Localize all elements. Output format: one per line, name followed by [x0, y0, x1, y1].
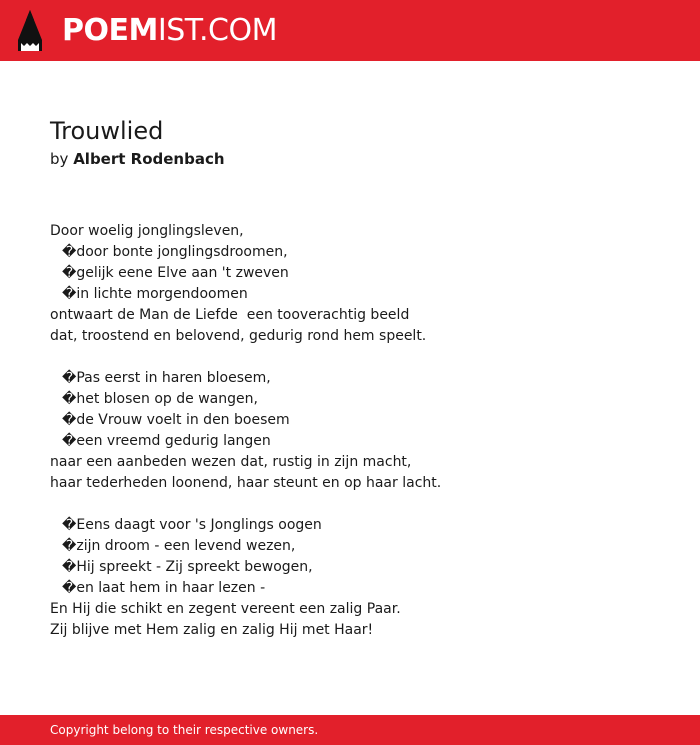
poem-title: Trouwlied	[50, 117, 164, 145]
poem-line: �Hij spreekt - Zij spreekt bewogen,	[62, 559, 313, 575]
brand-light: IST.COM	[157, 13, 277, 48]
poem-line: Zij blijve met Hem zalig en zalig Hij met Haar!	[50, 622, 374, 638]
by-label: by	[50, 150, 69, 168]
poem-line: �door bonte jonglingsdroomen,	[62, 244, 288, 260]
poem-line: �Pas eerst in haren bloesem,	[62, 370, 271, 386]
pencil-icon[interactable]	[18, 10, 42, 51]
poem-line: �Eens daagt voor 's Jonglings oogen	[62, 517, 322, 533]
poem-line: En Hij die schikt en zegent vereent een zalig Paar.	[50, 601, 401, 617]
poem-line: �zijn droom - een levend wezen,	[62, 538, 296, 554]
site-logo-text[interactable]	[62, 11, 277, 51]
poem-line: naar een aanbeden wezen dat, rustig in zijn macht,	[50, 454, 412, 470]
poem-line: �het blosen op de wangen,	[62, 391, 258, 407]
brand-bold: POEM	[62, 13, 158, 48]
poem-body	[50, 221, 670, 641]
poem-line: ontwaart de Man de Liefde een tooverachtig beeld	[50, 307, 410, 323]
poem-content	[50, 116, 670, 641]
poem-line: �een vreemd gedurig langen	[62, 433, 271, 449]
poem-line: dat, troostend en belovend, gedurig rond hem speelt.	[50, 328, 427, 344]
stanza-gap	[50, 347, 670, 368]
poem-line: �en laat hem in haar lezen -	[62, 580, 266, 596]
poem-line: �in lichte morgendoomen	[62, 286, 248, 302]
byline	[50, 147, 670, 171]
poem-line: haar tederheden loonend, haar steunt en op haar lacht.	[50, 475, 442, 491]
author-name: Albert Rodenbach	[73, 150, 225, 168]
site-footer	[0, 715, 700, 745]
poem-line: �gelijk eene Elve aan 't zweven	[62, 265, 289, 281]
poem-line: Door woelig jonglingsleven,	[50, 223, 244, 239]
copyright-text: Copyright belong to their respective owners.	[50, 723, 319, 737]
site-header	[0, 0, 700, 61]
stanza-gap	[50, 494, 670, 515]
poem-line: �de Vrouw voelt in den boesem	[62, 412, 290, 428]
